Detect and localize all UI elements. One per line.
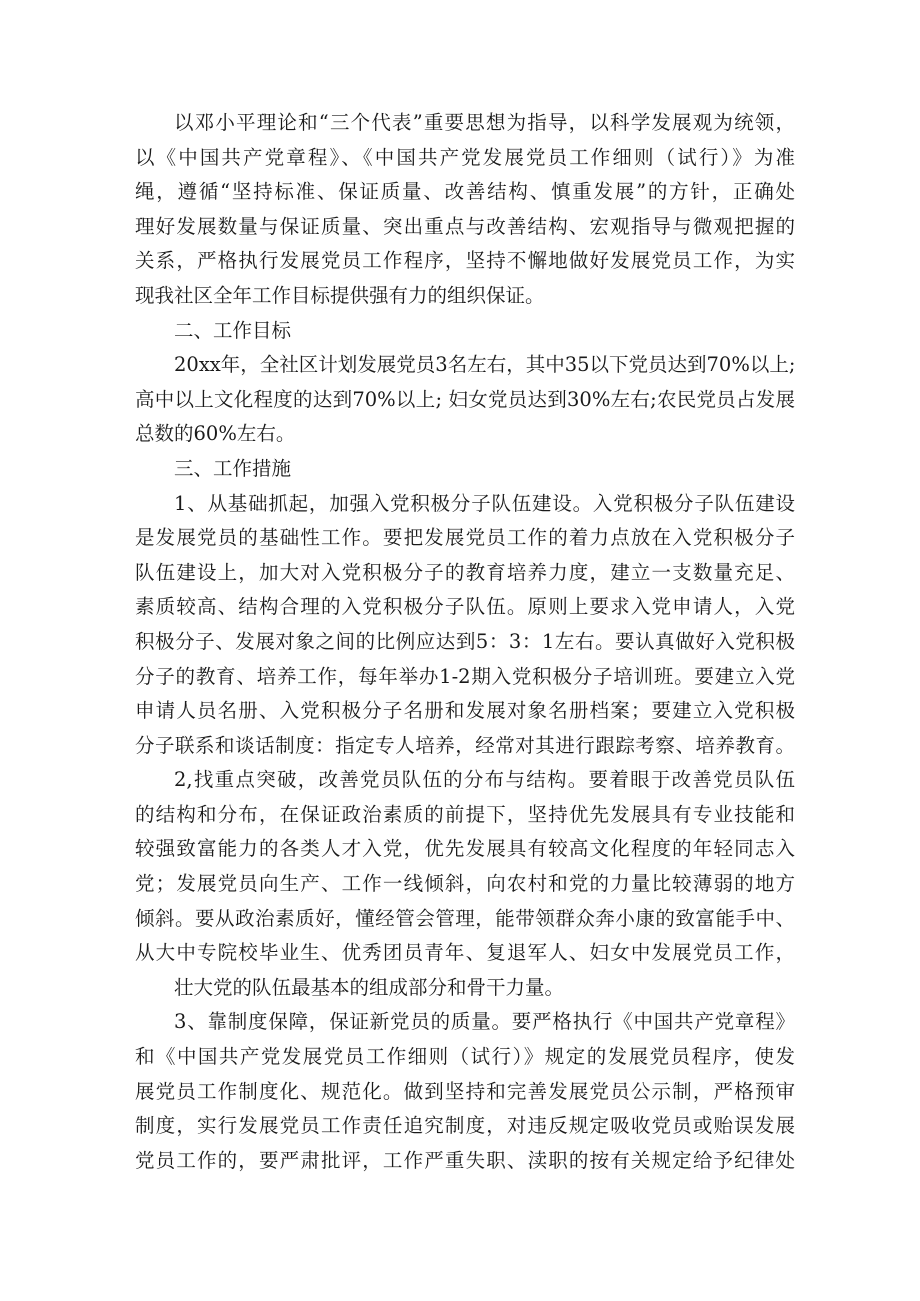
text-line: 较强致富能力的各类人才入党，优先发展具有较高文化程度的年轻同志入 — [135, 837, 795, 861]
text-line: 积极分子、发展对象之间的比例应达到5：3：1左右。要认真做好入党积极 — [135, 629, 795, 653]
text-line: 理好发展数量与保证质量、突出重点与改善结构、宏观指导与微观把握的 — [135, 214, 795, 238]
text-line: 是发展党员的基础性工作。要把发展党员工作的着力点放在入党积极分子 — [135, 526, 795, 550]
text-line: 以《中国共产党章程》、《中国共产党发展党员工作细则（试行）》为准 — [135, 145, 795, 169]
text-line: 20xx年，全社区计划发展党员3名左右，其中35以下党员达到70%以上; — [174, 353, 795, 377]
text-line: 3、靠制度保障，保证新党员的质量。要严格执行《中国共产党章程》 — [174, 1010, 795, 1034]
text-line: 现我社区全年工作目标提供强有力的组织保证。 — [135, 283, 545, 307]
text-line: 和《中国共产党发展党员工作细则（试行）》规定的发展党员程序，使发 — [135, 1045, 795, 1069]
text-line: 绳，遵循“坚持标准、保证质量、改善结构、慎重发展”的方针，正确处 — [135, 180, 795, 204]
text-line: 关系，严格执行发展党员工作程序，坚持不懈地做好发展党员工作，为实 — [135, 249, 795, 273]
text-line: 总数的60%左右。 — [135, 422, 296, 446]
text-line: 1、从基础抓起，加强入党积极分子队伍建设。入党积极分子队伍建设 — [174, 491, 795, 515]
text-line: 壮大党的队伍最基本的组成部分和骨干力量。 — [174, 975, 565, 999]
text-line: 2,找重点突破，改善党员队伍的分布与结构。要着眼于改善党员队伍 — [174, 768, 795, 792]
text-line: 分子联系和谈话制度：指定专人培养，经常对其进行跟踪考察、培养教育。 — [135, 733, 795, 757]
text-line: 党；发展党员向生产、工作一线倾斜，向农村和党的力量比较薄弱的地方 — [135, 872, 795, 896]
section-heading: 二、工作目标 — [174, 318, 292, 342]
text-line: 党员工作的，要严肃批评，工作严重失职、渎职的按有关规定给予纪律处 — [135, 1148, 795, 1172]
document-body — [135, 106, 795, 1178]
text-line: 倾斜。要从政治素质好，懂经管会管理，能带领群众奔小康的致富能手中、 — [135, 906, 795, 930]
text-line: 高中以上文化程度的达到70%以上; 妇女党员达到30%左右;农民党员占发展 — [135, 387, 795, 411]
text-line: 分子的教育、培养工作，每年举办1-2期入党积极分子培训班。要建立入党 — [135, 664, 795, 688]
text-line: 以邓小平理论和“三个代表”重要思想为指导，以科学发展观为统领， — [174, 111, 795, 134]
text-line: 素质较高、结构合理的入党积极分子队伍。原则上要求入党申请人，入党 — [135, 595, 795, 619]
text-line: 展党员工作制度化、规范化。做到坚持和完善发展党员公示制，严格预审 — [135, 1079, 795, 1103]
text-line: 申请人员名册、入党积极分子名册和发展对象名册档案；要建立入党积极 — [135, 699, 795, 723]
text-line: 的结构和分布，在保证政治素质的前提下，坚持优先发展具有专业技能和 — [135, 802, 795, 826]
section-heading: 三、工作措施 — [174, 456, 292, 480]
text-line: 队伍建设上，加大对入党积极分子的教育培养力度，建立一支数量充足、 — [135, 560, 795, 584]
text-line: 制度，实行发展党员工作责任追究制度，对违反规定吸收党员或贻误发展 — [135, 1114, 795, 1138]
text-line: 从大中专院校毕业生、优秀团员青年、复退军人、妇女中发展党员工作， — [135, 941, 795, 965]
